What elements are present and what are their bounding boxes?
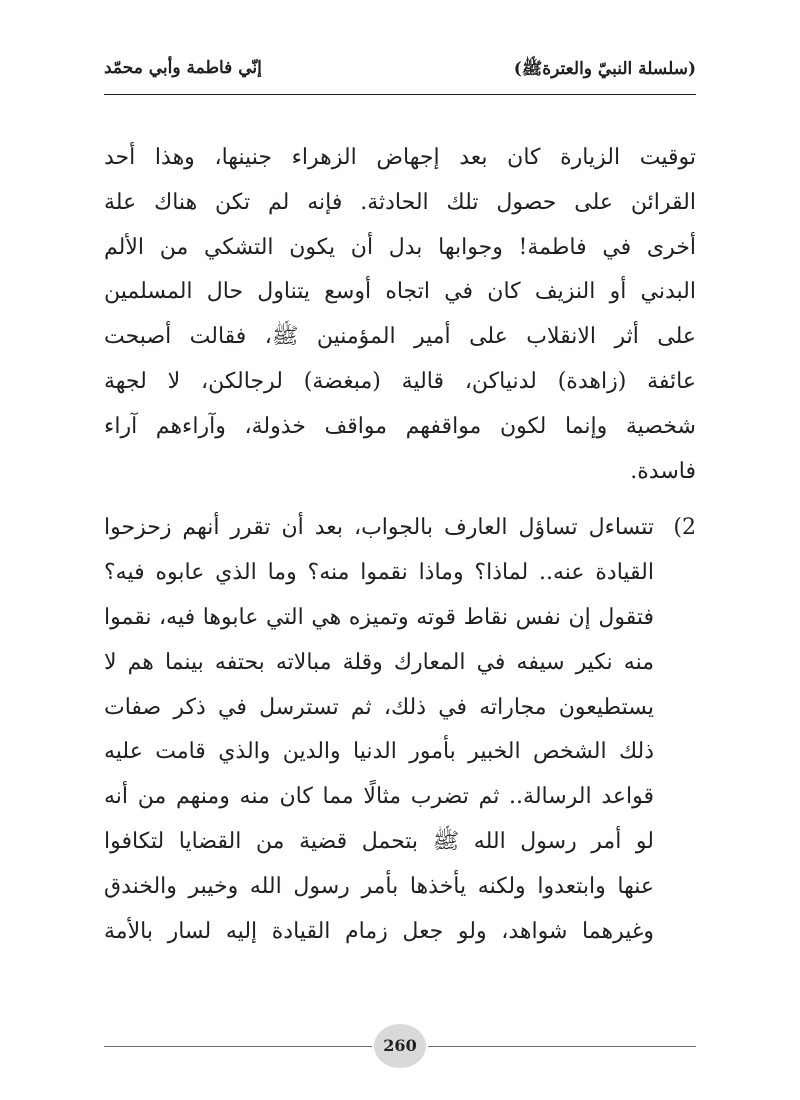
intro-paragraph [104,136,696,494]
text-line: توقيت الزيارة كان بعد إجهاض الزهراء جنينها، وهذا أحد [104,145,696,170]
series-title: (سلسلة النبيّ والعترةﷺ) [513,59,696,79]
text-line: عنها وابتعدوا ولكنه يأخذها بأمر رسول الله وخيبر والخندق [104,873,654,899]
text-line: على أثر الانقلاب على أمير المؤمنين ﷺ، فقالت أصبحت [104,324,696,350]
numbered-list-item [104,506,696,954]
list-item-body [104,506,654,954]
text-line: يستطيعون مجاراته في ذلك، ثم تسترسل في ذكر صفات [104,694,654,720]
footer-rule-right [428,1046,696,1047]
page-body [104,136,696,954]
page-number: 260 [374,1024,426,1068]
header-divider [104,94,696,95]
text-line: وغيرهما شواهد، ولو جعل زمام القيادة إليه لسار بالأمة [104,918,654,944]
text-line: القرائن على حصول تلك الحادثة. فإنه لم تكن هناك علة [104,189,696,215]
book-title: إنّي فاطمة وأبي محمّد [104,58,262,78]
text-line: البدني أو النزيف كان في اتجاه أوسع يتناول حال المسلمين [104,279,696,305]
running-header [104,52,696,92]
footer-rule-left [104,1046,372,1047]
text-line: ذلك الشخص الخبير بأمور الدنيا والدين والذي قامت عليه [104,739,654,765]
text-line: شخصية وإنما لكون مواقفهم مواقف خذولة، وآراءهم آراء [104,413,696,439]
text-line: أخرى في فاطمة! وجوابها بدل أن يكون التشكي من الألم [104,234,696,260]
text-line: قواعد الرسالة.. ثم تضرب مثالًا مما كان منه ومنهم من أنه [104,784,654,810]
text-line: القيادة عنه.. لماذا؟ وماذا نقموا منه؟ وما الذي عابوه فيه؟ [104,560,654,586]
text-line: فاسدة. [630,458,696,484]
text-line: تتساءل تساؤل العارف بالجواب، بعد أن تقرر أنهم زحزحوا [104,515,654,541]
text-line: لو أمر رسول الله ﷺ بتحمل قضية من القضايا لتكافوا [104,828,654,854]
text-line: منه نكير سيفه في المعارك وقلة مبالاته بحتفه بينما هم لا [104,649,654,675]
text-line: فتقول إن نفس نقاط قوته وتميزه هي التي عابوها فيه، نقموا [104,604,654,630]
text-line: عائفة (زاهدة) لدنياكن، قالية (مبغضة) لرجالكن، لا لجهة [104,368,696,394]
list-item-number: 2) [673,515,696,541]
